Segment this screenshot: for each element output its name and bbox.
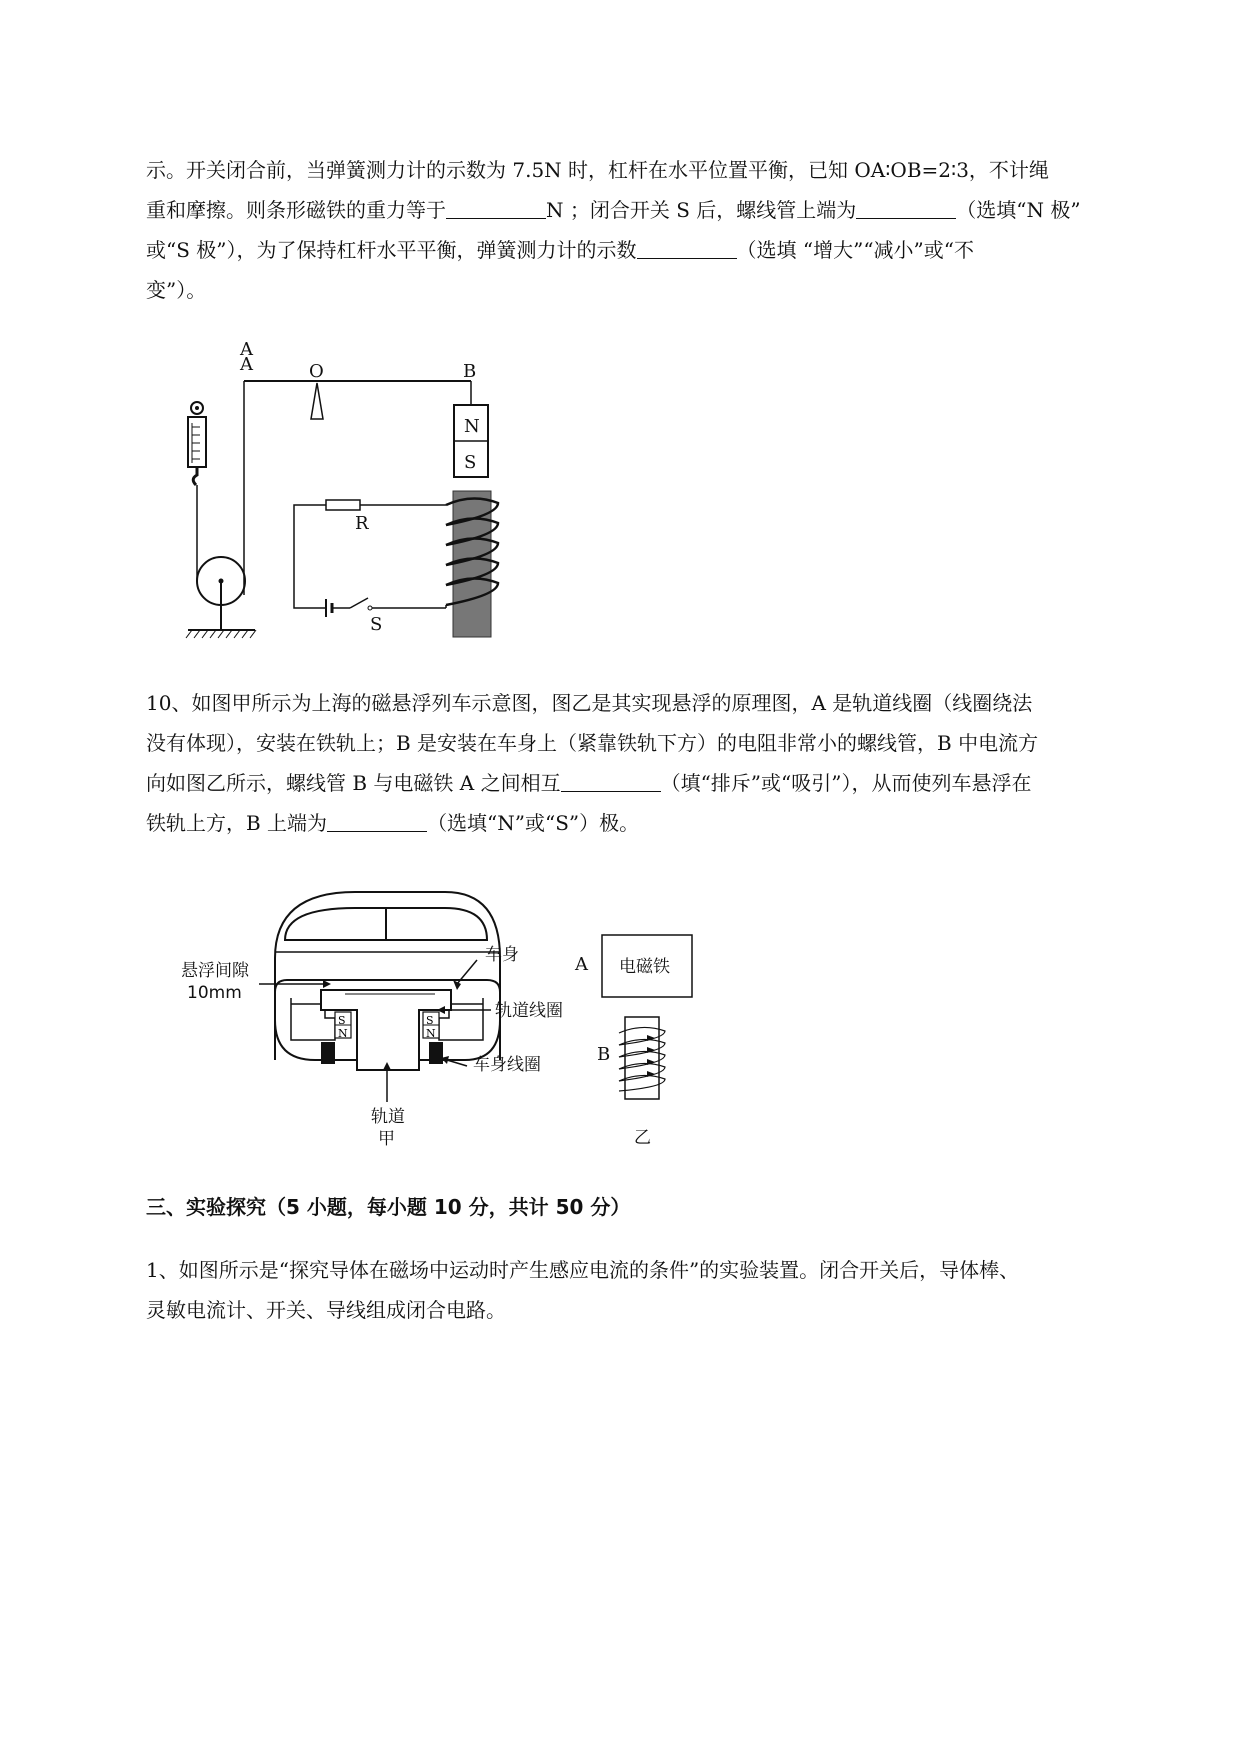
body-coil-left — [321, 1042, 335, 1064]
q10-line-4b: （选填“N”或“S”）极。 — [427, 811, 640, 835]
label-b: B — [597, 1044, 611, 1065]
q10-line-3b: （填“排斥”或“吸引”），从而使列车悬浮在 — [660, 771, 1032, 795]
electromagnet-label: 电磁铁 — [619, 957, 670, 977]
q9-line-3b: （选填 “增大”“减小”或“不 — [736, 238, 974, 262]
answer-blank — [446, 198, 546, 219]
magnet-n-right: N — [426, 1027, 436, 1040]
q9-line-2c: （选填“N 极” — [956, 198, 1081, 222]
q9-text — [146, 150, 1176, 310]
label-a: A — [240, 339, 253, 360]
magnet-n-label: N — [464, 416, 480, 437]
q10-line-3a: 向如图乙所示，螺线管 B 与电磁铁 A 之间相互 — [146, 771, 561, 795]
solenoid-core — [453, 491, 491, 637]
q1-line-2: 灵敏电流计、开关、导线组成闭合电路。 — [146, 1298, 506, 1322]
q9-line-2 — [146, 190, 1176, 230]
resistor — [326, 500, 360, 510]
answer-blank — [637, 238, 737, 259]
q10-text — [146, 683, 1176, 843]
magnet-s-label: S — [464, 452, 477, 473]
q10-line-2: 没有体现），安装在铁轨上；B 是安装在车身上（紧靠铁轨下方）的电阻非常小的螺线管，B 中电流方 — [146, 731, 1039, 755]
body-label: 车身 — [485, 945, 519, 965]
q10-line-4a: 铁轨上方，B 上端为 — [146, 811, 328, 835]
label-a-text: A — [240, 354, 253, 375]
principle-figure — [575, 925, 715, 1150]
answer-blank — [327, 811, 427, 832]
body-coil-label: 车身线圈 — [473, 1055, 541, 1075]
magnet-n-left: N — [338, 1027, 348, 1040]
resistor-label: R — [355, 513, 369, 534]
q1-line-1: 1、如图所示是“探究导体在磁场中运动时产生感应电流的条件”的实验装置。闭合开关后，导体棒、 — [146, 1258, 1020, 1282]
q9-line-3a: 或“S 极”），为了保持杠杆水平平衡，弹簧测力计的示数 — [146, 238, 637, 262]
label-b: B — [463, 361, 477, 382]
lever-circuit-figure — [180, 339, 500, 645]
magnet-s-right: S — [426, 1014, 434, 1027]
body-coil-right — [429, 1042, 443, 1064]
caption-jia: 甲 — [378, 1129, 395, 1149]
q10-line-1: 10、如图甲所示为上海的磁悬浮列车示意图，图乙是其实现悬浮的原理图，A 是轨道线圈（线圈绕法 — [146, 691, 1033, 715]
label-o: O — [309, 361, 324, 382]
q9-line-2a: 重和摩擦。则条形磁铁的重力等于 — [146, 198, 446, 222]
section-heading: 三、实验探究（5 小题，每小题 10 分，共计 50 分） — [146, 1195, 631, 1219]
caption-yi: 乙 — [634, 1128, 651, 1148]
q10-line-4 — [146, 803, 1176, 843]
maglev-figure — [175, 880, 575, 1150]
q9-line-3 — [146, 230, 1176, 270]
q10-line-3 — [146, 763, 1176, 803]
track-coil-label: 轨道线圈 — [495, 1001, 563, 1021]
track-label: 轨道 — [371, 1107, 405, 1127]
switch — [350, 598, 368, 608]
answer-blank — [856, 198, 956, 219]
gap-label: 悬浮间隙 — [181, 961, 249, 981]
spring-scale — [188, 402, 206, 485]
q9-line-4: 变”）。 — [146, 278, 207, 302]
q1-text — [146, 1250, 1196, 1330]
q9-line-2b: N ；闭合开关 S 后，螺线管上端为 — [546, 198, 857, 222]
gap-value: 10mm — [187, 983, 242, 1003]
fulcrum — [311, 383, 323, 419]
label-a: A — [575, 954, 588, 975]
magnet-s-left: S — [338, 1014, 346, 1027]
q9-line-1: 示。开关闭合前，当弹簧测力计的示数为 7.5N 时，杠杆在水平位置平衡，已知 OA∶OB=2∶3，不计绳 — [146, 158, 1049, 182]
answer-blank — [561, 771, 661, 792]
switch-label: S — [370, 614, 383, 635]
